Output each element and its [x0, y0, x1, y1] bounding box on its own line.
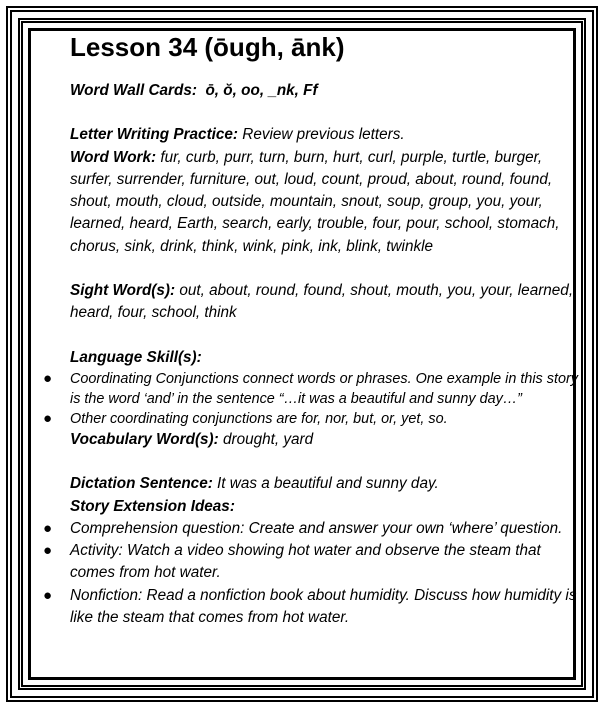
story-extension-bullet: Activity: Watch a video showing hot water and observe the steam that comes from hot water.: [70, 542, 541, 582]
bullet-icon: ●: [43, 542, 53, 560]
spacer: [70, 102, 585, 124]
word-wall-cards: [70, 80, 585, 102]
dictation-label: Dictation Sentence:: [70, 475, 213, 493]
list-item: [43, 518, 585, 540]
lesson-title: Lesson 34 (ōugh, ānk): [70, 32, 345, 62]
bullet-icon: ●: [43, 409, 53, 427]
dictation-sentence: [70, 473, 585, 495]
language-skill-bullet: Coordinating Conjunctions connect words or phrases. One example in this story is the word ‘and’ in the sentence “…it was a beautiful and sunny day…”: [70, 370, 578, 407]
spacer: [70, 451, 585, 473]
story-extension-list: [43, 518, 585, 629]
bullet-icon: ●: [43, 586, 53, 604]
language-skill-label: Language Skill(s):: [70, 348, 202, 366]
language-skill-list: [43, 369, 585, 429]
story-extension-bullet: Nonfiction: Read a nonfiction book about humidity. Discuss how humidity is like the steam that comes from hot water.: [70, 586, 577, 627]
sight-words-text: out, about, round, found, shout, mouth, you, your, learned, heard, four, school, think: [70, 282, 574, 322]
language-skill-bullet: Other coordinating conjunctions are for, nor, but, or, yet, so.: [70, 410, 448, 427]
list-item: [43, 409, 585, 429]
letter-writing-practice: [70, 124, 585, 146]
word-wall-text: ō, ŏ, oo, _nk, Ff: [205, 82, 318, 99]
language-skill-heading: [70, 347, 585, 369]
list-item: [43, 585, 585, 630]
lesson-content: [43, 28, 585, 629]
vocabulary-words: [70, 429, 585, 451]
letter-writing-text: Review previous letters.: [238, 126, 405, 144]
vocabulary-text: drought, yard: [218, 430, 314, 448]
word-work: [70, 147, 585, 258]
spacer: [70, 258, 585, 280]
story-extension-label: Story Extension Ideas:: [70, 497, 235, 515]
word-wall-label: Word Wall Cards:: [70, 82, 197, 99]
story-extension-heading: [70, 496, 585, 518]
bullet-icon: ●: [43, 369, 53, 387]
sight-words-label: Sight Word(s):: [70, 282, 176, 300]
sight-words: [70, 280, 585, 325]
list-item: [43, 369, 585, 409]
spacer: [70, 325, 585, 347]
story-extension-bullet: Comprehension question: Create and answer your own ‘where’ question.: [70, 519, 563, 537]
bullet-icon: ●: [43, 519, 53, 537]
word-work-label: Word Work:: [70, 148, 157, 166]
word-work-text: fur, curb, purr, turn, burn, hurt, curl, purple, turtle, burger, surfer, surrender, furniture, out, loud, count, proud, about, round, found, shout, mouth, cloud, outside, mountain, snout, soup, group, you, your, learned, heard, Earth, search, early, trouble, four, pour, school, stomach, chorus, sink, drink, think, wink, pink, ink, blink, twinkle: [70, 148, 560, 255]
letter-writing-label: Letter Writing Practice:: [70, 126, 239, 144]
vocabulary-label: Vocabulary Word(s):: [70, 430, 219, 448]
dictation-text: It was a beautiful and sunny day.: [212, 475, 439, 493]
list-item: [43, 540, 585, 585]
